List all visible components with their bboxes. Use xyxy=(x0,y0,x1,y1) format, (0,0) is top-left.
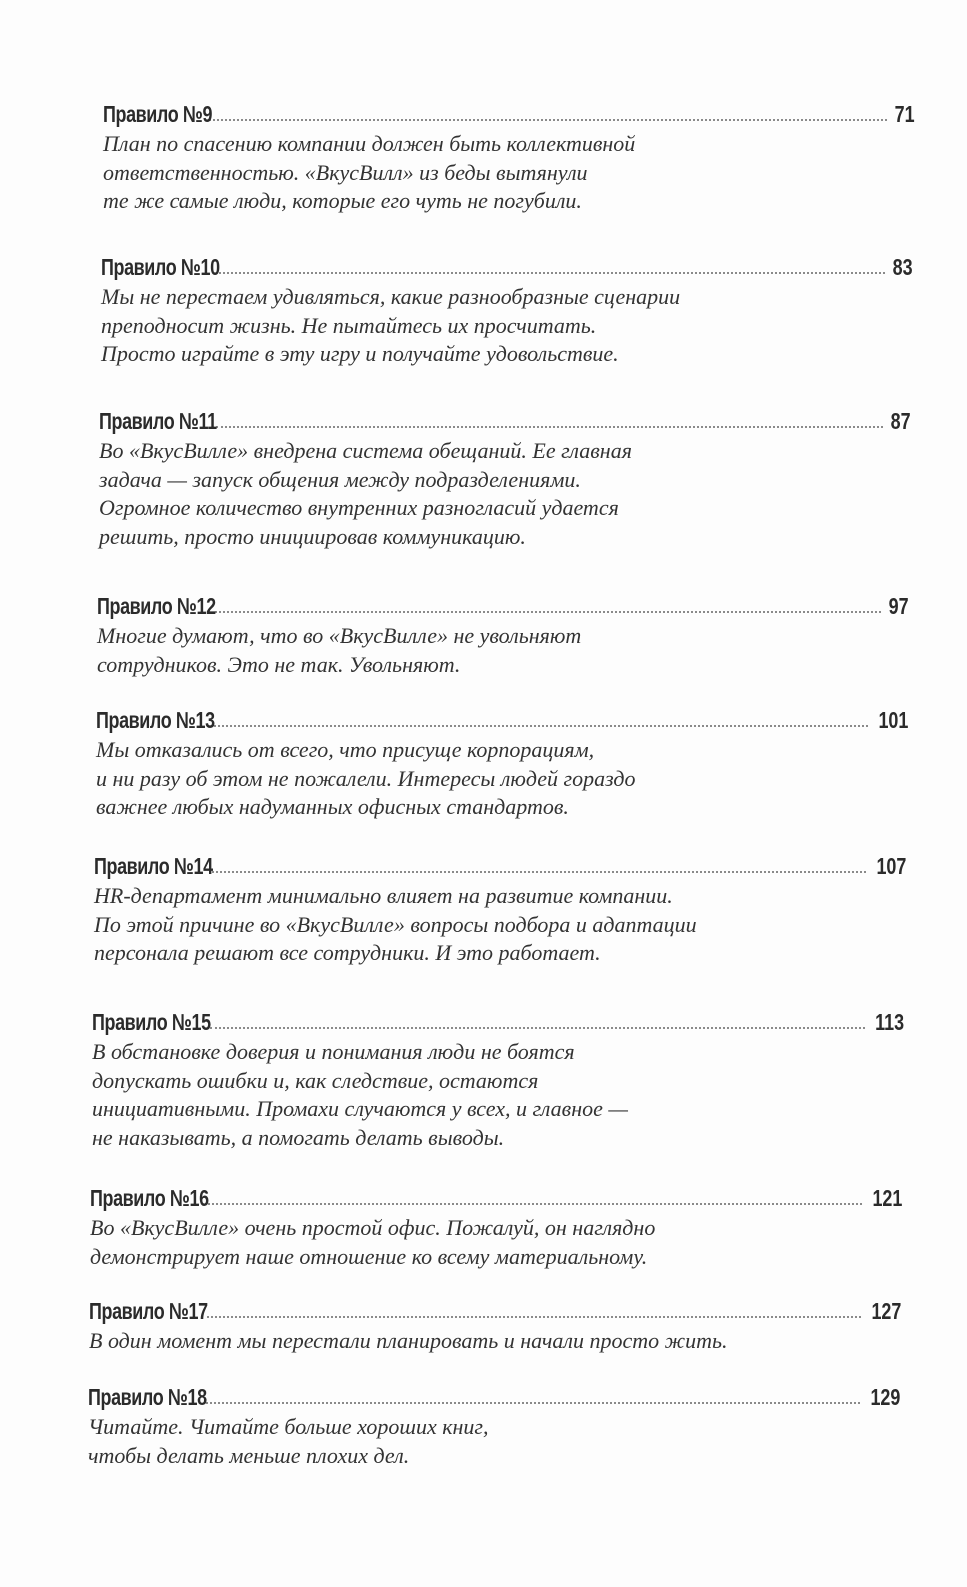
description-line: HR-департамент минимально влияет на развитие компании. xyxy=(94,883,673,908)
rule-description xyxy=(88,1413,900,1470)
rule-description xyxy=(96,736,908,822)
description-line: По этой причине во «ВкусВилле» вопросы подбора и адаптации xyxy=(94,911,697,937)
rule-description xyxy=(99,437,911,551)
toc-heading-row[interactable] xyxy=(88,1380,900,1410)
description-line: задача — запуск общения между подразделениями. xyxy=(99,466,581,492)
description-line: Просто играйте в эту игру и получайте удовольствие. xyxy=(101,341,619,366)
dot-leader xyxy=(207,1316,861,1318)
description-line: ответственностью. «ВкусВилл» из беды вытянули xyxy=(103,159,588,185)
toc-heading-row[interactable] xyxy=(92,1005,904,1035)
page-number: 121 xyxy=(872,1185,902,1211)
dot-leader xyxy=(209,119,888,121)
dot-leader xyxy=(210,1027,865,1029)
description-line: План по спасению компании должен быть коллективной xyxy=(103,131,636,156)
toc-heading-row[interactable] xyxy=(101,250,913,280)
page-number: 87 xyxy=(891,408,911,434)
dot-leader xyxy=(216,426,884,428)
dot-leader xyxy=(214,725,868,727)
rule-title: Правило №12 xyxy=(97,593,216,619)
toc-heading-row[interactable] xyxy=(97,589,909,619)
rule-title: Правило №9 xyxy=(103,101,213,127)
description-line: важнее любых надуманных офисных стандартов. xyxy=(96,794,569,819)
description-line: допускать ошибки и, как следствие, остаются xyxy=(92,1067,539,1093)
description-line: сотрудников. Это не так. Увольняют. xyxy=(97,651,461,677)
rule-title: Правило №18 xyxy=(88,1384,207,1410)
description-line: и ни разу об этом не пожалели. Интересы людей гораздо xyxy=(96,765,636,791)
rule-description xyxy=(97,622,909,679)
page-number: 127 xyxy=(871,1298,901,1324)
page-number: 129 xyxy=(870,1384,900,1410)
rule-description xyxy=(90,1214,902,1271)
toc-entry-rule-18 xyxy=(88,1380,900,1470)
rule-description xyxy=(103,130,915,216)
description-line: В обстановке доверия и понимания люди не боятся xyxy=(92,1039,575,1064)
description-line: Мы не перестаем удивляться, какие разнообразные сценарии xyxy=(101,284,681,309)
toc-entry-rule-13 xyxy=(96,703,908,822)
description-line: В один момент мы перестали планировать и начали просто жить. xyxy=(89,1328,728,1353)
toc-entry-rule-15 xyxy=(92,1005,904,1152)
description-line: Во «ВкусВилле» очень простой офис. Пожалуй, он наглядно xyxy=(90,1215,656,1240)
toc-heading-row[interactable] xyxy=(89,1294,901,1324)
toc-heading-row[interactable] xyxy=(103,97,915,127)
toc-entry-rule-9 xyxy=(103,97,915,216)
rule-title: Правило №15 xyxy=(92,1009,211,1035)
dot-leader xyxy=(215,611,881,613)
rule-title: Правило №13 xyxy=(96,707,215,733)
description-line: не наказывать, а помогать делать выводы. xyxy=(92,1124,505,1150)
toc-heading-row[interactable] xyxy=(96,703,908,733)
page-number: 97 xyxy=(889,593,909,619)
dot-leader xyxy=(219,272,885,274)
rule-title: Правило №16 xyxy=(90,1185,209,1211)
rule-description xyxy=(101,283,913,369)
dot-leader xyxy=(212,871,866,873)
page-number: 107 xyxy=(876,853,906,879)
toc-entry-rule-17 xyxy=(89,1294,901,1356)
toc-entry-rule-16 xyxy=(90,1181,902,1271)
description-line: Во «ВкусВилле» внедрена система обещаний. Ее главная xyxy=(99,438,632,463)
rule-title: Правило №14 xyxy=(94,853,213,879)
toc-heading-row[interactable] xyxy=(94,849,906,879)
dot-leader xyxy=(208,1203,862,1205)
description-line: персонала решают все сотрудники. И это работает. xyxy=(94,940,601,965)
page-number: 113 xyxy=(875,1009,904,1035)
description-line: Огромное количество внутренних разногласий удается xyxy=(99,495,619,520)
page-number: 71 xyxy=(895,101,915,127)
rule-description xyxy=(92,1038,904,1152)
rule-title: Правило №17 xyxy=(89,1298,208,1324)
toc-entry-rule-12 xyxy=(97,589,909,679)
rule-title: Правило №11 xyxy=(99,408,217,434)
description-line: инициативными. Промахи случаются у всех, и главное — xyxy=(92,1096,628,1121)
description-line: Мы отказались от всего, что присуще корпорациям, xyxy=(96,737,595,762)
toc-entry-rule-14 xyxy=(94,849,906,968)
page-number: 83 xyxy=(893,254,913,280)
description-line: те же самые люди, которые его чуть не погубили. xyxy=(103,188,582,213)
description-line: Читайте. Читайте больше хороших книг, xyxy=(88,1414,489,1439)
description-line: преподносит жизнь. Не пытайтесь их просчитать. xyxy=(101,312,597,338)
toc-heading-row[interactable] xyxy=(90,1181,902,1211)
description-line: демонстрирует наше отношение ко всему материальному. xyxy=(90,1243,648,1269)
description-line: Многие думают, что во «ВкусВилле» не увольняют xyxy=(97,623,582,648)
page-number: 101 xyxy=(878,707,908,733)
toc-entry-rule-11 xyxy=(99,404,911,551)
rule-description xyxy=(89,1327,901,1356)
description-line: чтобы делать меньше плохих дел. xyxy=(88,1442,410,1468)
description-line: решить, просто инициировав коммуникацию. xyxy=(99,523,526,549)
toc-heading-row[interactable] xyxy=(99,404,911,434)
rule-title: Правило №10 xyxy=(101,254,220,280)
dot-leader xyxy=(206,1402,860,1404)
toc-entry-rule-10 xyxy=(101,250,913,369)
rule-description xyxy=(94,882,906,968)
